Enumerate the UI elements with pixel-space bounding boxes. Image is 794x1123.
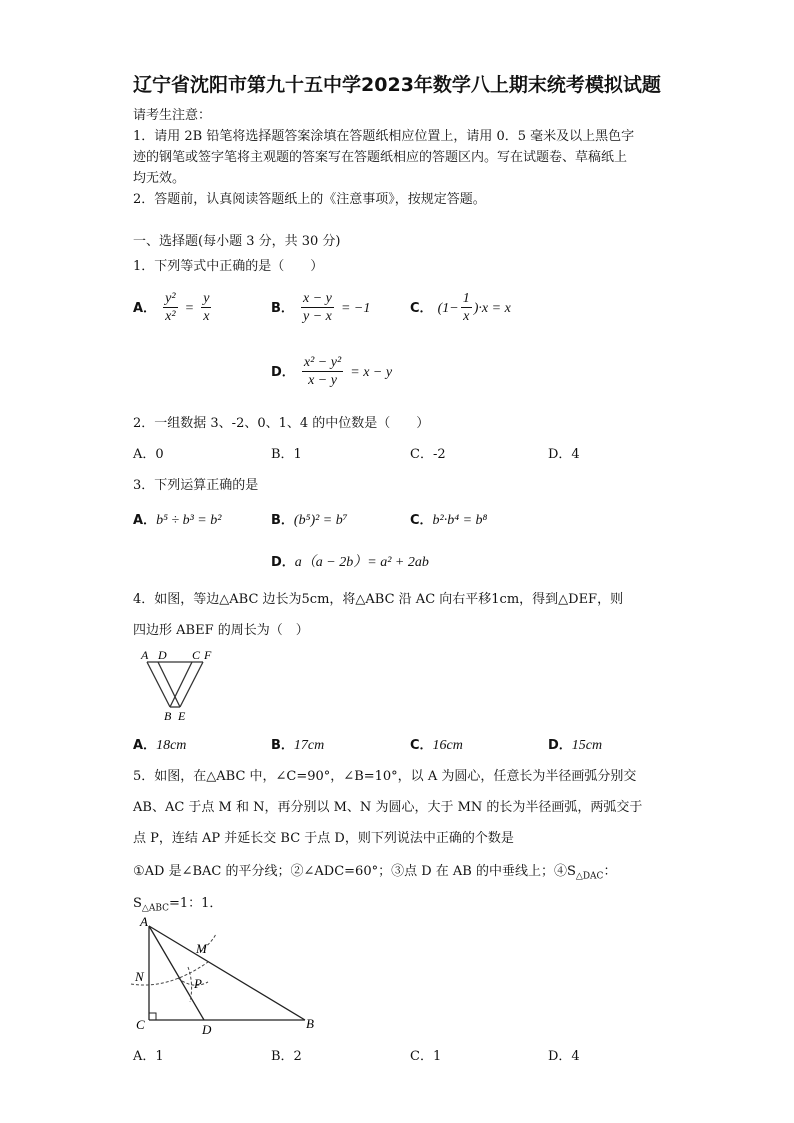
q5-stem-line-1: 5．如图，在△ABC 中，∠C=90°，∠B=10°，以 A 为圆心，任意长为半径画弧分别交 — [133, 769, 637, 784]
q5-option-a: A．1 — [133, 1049, 164, 1064]
q4-b-label: B． — [271, 738, 294, 753]
q4-label-e: E — [178, 709, 186, 723]
q3-stem: 3．下列运算正确的是 — [133, 478, 259, 493]
q5-label-d: D — [202, 1022, 212, 1037]
q1-option-d — [271, 354, 392, 389]
q4-stem-line-2: 四边形 ABEF 的周长为（ ） — [133, 623, 309, 638]
q3-option-a — [133, 509, 221, 529]
q5-label-c: C — [136, 1017, 145, 1032]
q4-label-f: F — [204, 648, 212, 662]
q1-c-post: )·x = x — [473, 301, 511, 316]
q5-stem5-pre: S — [133, 896, 142, 911]
q4-label-a: A — [141, 648, 149, 662]
section-heading: 一、选择题(每小题 3 分，共 30 分) — [133, 234, 341, 249]
q1-d-label: D． — [271, 365, 295, 380]
q4-line-cb — [170, 662, 192, 707]
q4-label-c: C — [192, 648, 201, 662]
q4-option-d — [548, 734, 602, 754]
q1-stem: 1．下列等式中正确的是（ ） — [133, 259, 324, 274]
q1-a-lhs-num: y² — [165, 291, 176, 306]
q5-right-angle-mark — [149, 1013, 156, 1020]
q4-label-b: B — [164, 709, 172, 723]
q4-option-b — [271, 734, 324, 754]
q3-d-label: D． — [271, 555, 295, 570]
notice-line-3: 均无效。 — [133, 171, 186, 186]
q1-c-label: C． — [410, 301, 433, 316]
q4-line-fe — [180, 662, 203, 707]
q5-label-a: A — [140, 914, 148, 929]
q4-c-label: C． — [410, 738, 433, 753]
q4-line-ab — [147, 662, 170, 707]
q5-stem4-sub: △DAC — [575, 871, 604, 882]
q4-stem-line-1: 4．如图，等边△ABC 边长为5cm，将△ABC 沿 AC 向右平移1cm，得到△DEF，则 — [133, 592, 624, 607]
q5-label-n: N — [135, 969, 144, 984]
q2-option-a: A．0 — [133, 447, 164, 462]
q4-a-value: 18cm — [156, 738, 187, 753]
q5-stem-line-2: AB、AC 于点 M 和 N，再分别以 M、N 为圆心，大于 MN 的长为半径画弧，两弧交于 — [133, 800, 643, 815]
q1-d-rhs: = x − y — [350, 365, 393, 380]
notice-line-1: 1．请用 2B 铅笔将选择题答案涂填在答题纸相应位置上，请用 0．5 毫米及以上黑色字 — [133, 129, 635, 144]
q1-b-num: x − y — [303, 291, 332, 306]
q1-d-num: x² − y² — [303, 355, 342, 370]
q3-option-d — [271, 551, 429, 571]
q5-stem4-end: ： — [603, 864, 617, 879]
q4-label-d: D — [158, 648, 167, 662]
q5-option-b: B．2 — [271, 1049, 302, 1064]
q4-d-value: 15cm — [571, 738, 603, 753]
q1-a-rhs-den: x — [203, 309, 210, 324]
q3-b-label: B． — [271, 513, 294, 528]
q5-stem-line-5 — [133, 892, 222, 914]
q1-b-den: y − x — [303, 309, 332, 324]
q2-option-d: D．4 — [548, 447, 580, 462]
q4-option-a — [133, 734, 186, 754]
q1-option-c — [410, 290, 511, 325]
notice-line-2: 迹的钢笔或签字笔将主观题的答案写在答题纸相应的答题区内。写在试题卷、草稿纸上 — [133, 150, 628, 165]
q5-figure — [128, 912, 328, 1040]
q5-label-p: P — [194, 976, 202, 991]
q1-a-rhs-num: y — [203, 291, 210, 306]
q4-option-c — [410, 734, 463, 754]
q3-option-c — [410, 509, 487, 529]
q5-stem-line-3: 点 P，连结 AP 并延长交 BC 于点 D，则下列说法中正确的个数是 — [133, 831, 514, 846]
q5-stem5-sub: △ABC — [141, 903, 169, 914]
q5-line-ab — [149, 926, 305, 1020]
notice-line-4: 2．答题前，认真阅读答题纸上的《注意事项》，按规定答题。 — [133, 192, 486, 207]
q5-stem-line-4 — [133, 860, 616, 882]
q5-stem5-end: =1：1． — [169, 896, 223, 911]
q2-stem: 2．一组数据 3、-2、0、1、4 的中位数是（ ） — [133, 416, 430, 431]
q3-a-expr: b⁵ ÷ b³ = b² — [156, 513, 222, 528]
q1-b-label: B． — [271, 301, 294, 316]
q1-c-num: 1 — [462, 291, 470, 306]
q4-b-value: 17cm — [293, 738, 325, 753]
q5-option-c: C．1 — [410, 1049, 442, 1064]
q5-option-d: D．4 — [548, 1049, 580, 1064]
q3-a-label: A． — [133, 513, 157, 528]
q1-a-eq: = — [184, 301, 195, 316]
q1-a-lhs-den: x² — [165, 309, 176, 324]
notice-heading: 请考生注意： — [133, 108, 212, 123]
q1-c-den: x — [463, 309, 470, 324]
q4-figure — [133, 645, 228, 725]
q1-option-a — [133, 290, 213, 325]
q4-a-label: A． — [133, 738, 157, 753]
q3-option-b — [271, 509, 348, 529]
q4-c-value: 16cm — [432, 738, 463, 753]
q1-d-den: x − y — [308, 373, 337, 388]
q4-line-de — [158, 662, 180, 707]
q3-c-expr: b²·b⁴ = b⁸ — [432, 513, 488, 528]
q5-stem4-text: ①AD 是∠BAC 的平分线；②∠ADC=60°；③点 D 在 AB 的中垂线上；④S — [133, 864, 576, 879]
q5-label-b: B — [306, 1016, 314, 1031]
page-title: 辽宁省沈阳市第九十五中学2023年数学八上期末统考模拟试题 — [133, 74, 661, 96]
q3-c-label: C． — [410, 513, 433, 528]
q3-b-expr: (b⁵)² = b⁷ — [293, 513, 348, 528]
q1-option-b — [271, 290, 370, 325]
q1-b-rhs: = −1 — [340, 301, 371, 316]
q4-d-label: D． — [548, 738, 572, 753]
q5-label-m: M — [196, 941, 207, 956]
q1-c-pre: (1− — [437, 301, 459, 316]
q2-option-c: C．-2 — [410, 447, 446, 462]
q3-d-expr: a（a − 2b）= a² + 2ab — [294, 555, 429, 570]
q2-option-b: B．1 — [271, 447, 302, 462]
q1-a-label: A． — [133, 301, 157, 316]
